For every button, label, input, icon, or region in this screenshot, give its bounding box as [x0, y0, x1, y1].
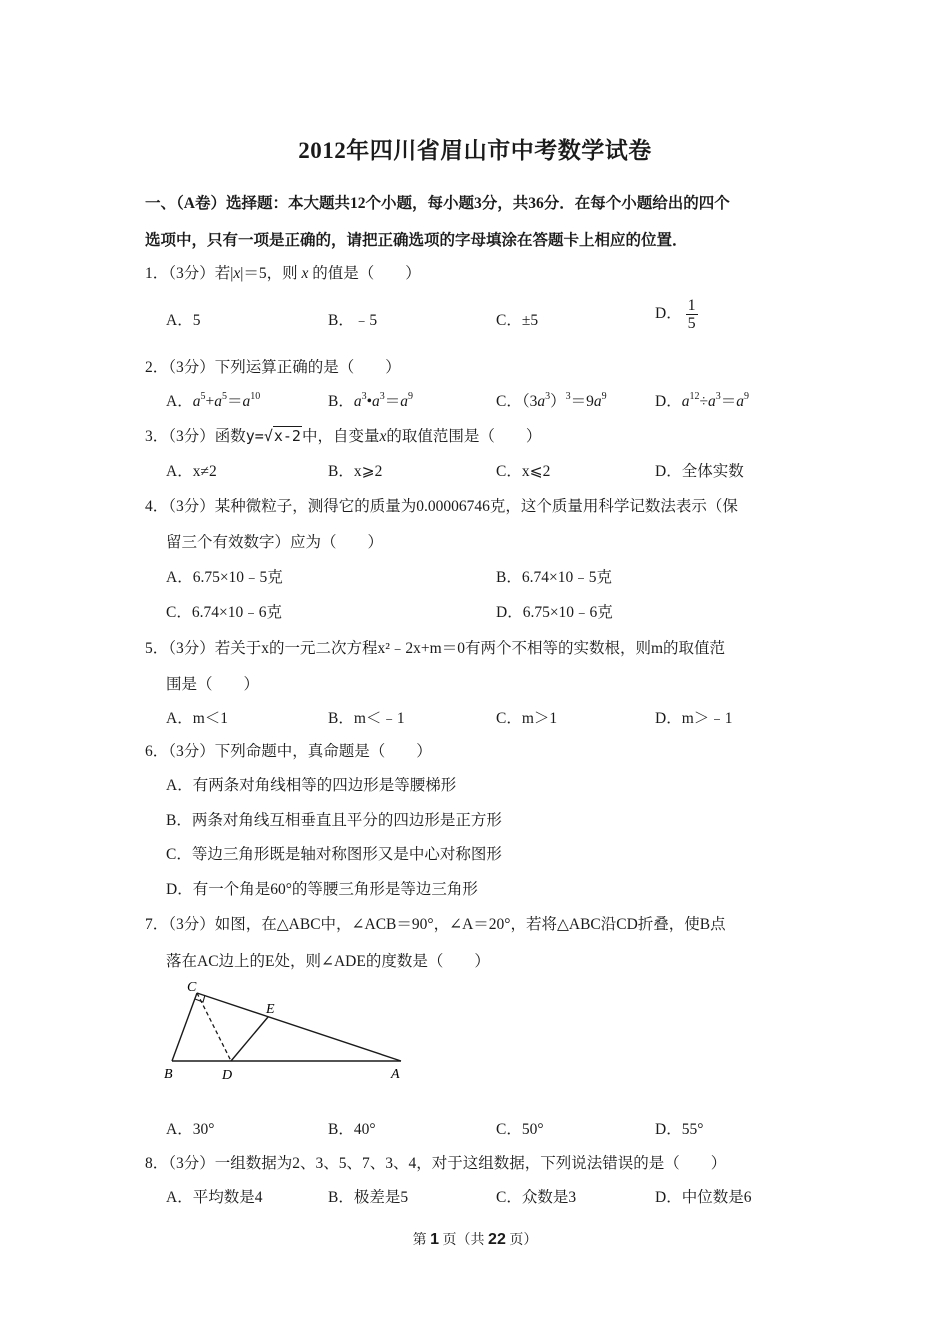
q8-option-d: D．中位数是6 — [655, 1189, 752, 1206]
q1-stem-part: |＝5，则 — [240, 265, 298, 282]
q2-option-a: A．$a^5+a^5=a^{10}$ — [166, 391, 261, 410]
footer-middle: 页（共 — [442, 1233, 485, 1248]
q2-option-d: D．$a^{12}\div a^3=a^9$ — [655, 391, 749, 410]
q3-option-b: B．x⩾2 — [328, 463, 383, 480]
q3-stem-part: 3．（3分）函数 — [145, 428, 246, 445]
footer-suffix: 页） — [509, 1233, 538, 1248]
q6-option-b: B．两条对角线互相垂直且平分的四边形是正方形 — [166, 812, 502, 829]
question-1-stem: 1．（3分）若|x|＝5，则 x 的值是（ ） — [145, 265, 421, 282]
q5-option-a: A．m＜1 — [166, 710, 229, 727]
question-2-stem: 2．（3分）下列运算正确的是（ ） — [145, 359, 401, 376]
label-a: A — [391, 1067, 400, 1082]
q2-option-b: B．$a^3•a^3=a^9$ — [328, 391, 414, 410]
q1-option-d-label: D． — [655, 305, 682, 323]
q1-stem-part: 的值是（ ） — [312, 265, 421, 282]
q4-option-b: B．6.74×10﹣5克 — [496, 569, 612, 586]
q4-option-c: C．6.74×10﹣6克 — [166, 604, 282, 621]
q5-option-b: B．m＜﹣1 — [328, 710, 405, 727]
q6-option-c: C．等边三角形既是轴对称图形又是中心对称图形 — [166, 846, 502, 863]
page-number: 1 — [430, 1231, 440, 1248]
question-5-line1: 5．（3分）若关于x的一元二次方程x²﹣2x+m＝0有两个不相等的实数根，则m的取值范 — [145, 640, 726, 657]
label-b: B — [164, 1067, 173, 1082]
question-8-stem: 8．（3分）一组数据为2、3、5、7、3、4，对于这组数据，下列说法错误的是（ ） — [145, 1155, 727, 1172]
function-expression: y=√x-2 — [245, 427, 301, 445]
q8-option-b: B．极差是5 — [328, 1189, 409, 1206]
q8-option-c: C．众数是3 — [496, 1189, 577, 1206]
q5-option-d: D．m＞﹣1 — [655, 710, 733, 727]
q3-option-c: C．x⩽2 — [496, 463, 551, 480]
question-6-stem: 6．（3分）下列命题中，真命题是（ ） — [145, 743, 432, 760]
fraction-denominator: 5 — [687, 315, 696, 332]
question-4-line1: 4．（3分）某种微粒子，测得它的质量为0.00006746克，这个质量用科学记数法表示（保 — [145, 498, 738, 515]
triangle-figure — [160, 975, 410, 1085]
q1-option-a: A．5 — [166, 312, 201, 329]
q1-option-c: C．±5 — [496, 312, 539, 329]
footer-prefix: 第 — [412, 1233, 427, 1248]
q3-option-d: D．全体实数 — [655, 463, 744, 480]
question-3-stem: 3．（3分）函数y=√x-2中，自变量x的取值范围是（ ） — [145, 427, 542, 445]
function-lhs: y= — [245, 427, 264, 445]
q7-option-b: B．40° — [328, 1121, 376, 1138]
fraction-numerator: 1 — [687, 297, 696, 314]
question-7-line2: 落在AC边上的E处，则∠ADE的度数是（ ） — [166, 953, 490, 970]
question-5-line2: 围是（ ） — [166, 676, 260, 693]
q7-option-c: C．50° — [496, 1121, 544, 1138]
section-heading-line1: 一、（A卷）选择题：本大题共12个小题，每小题3分，共36分．在每个小题给出的四个 — [145, 195, 730, 212]
q4-option-d: D．6.75×10﹣6克 — [496, 604, 613, 621]
q1-option-b: B．﹣5 — [328, 312, 378, 329]
q6-option-a: A．有两条对角线相等的四边形是等腰梯形 — [166, 777, 457, 794]
section-heading-line2: 选项中，只有一项是正确的，请把正确选项的字母填涂在答题卡上相应的位置． — [145, 232, 688, 249]
segment-de — [231, 1017, 268, 1061]
label-c: C — [187, 980, 197, 995]
q1-option-d — [655, 297, 698, 332]
radicand: x-2 — [273, 427, 301, 445]
q8-option-a: A．平均数是4 — [166, 1189, 263, 1206]
q3-option-a: A．x≠2 — [166, 463, 217, 480]
q6-option-d: D．有一个角是60°的等腰三角形是等边三角形 — [166, 881, 478, 898]
page-total: 22 — [488, 1231, 506, 1248]
fraction-one-fifth — [686, 297, 698, 332]
label-e: E — [266, 1002, 275, 1017]
q5-option-c: C．m＞1 — [496, 710, 558, 727]
q1-stem-part: 1．（3分）若| — [145, 265, 234, 282]
question-7-line1: 7．（3分）如图，在△ABC中，∠ACB＝90°，∠A＝20°，若将△ABC沿CD折叠，使B点 — [145, 916, 726, 933]
q2-option-c: C．$(3a^3)^3=9a^9$ — [496, 391, 607, 410]
q7-option-a: A．30° — [166, 1121, 215, 1138]
segment-ca — [197, 993, 401, 1061]
q3-stem-part: 的取值范围是（ ） — [386, 428, 542, 445]
label-d: D — [222, 1068, 233, 1083]
page-title: 2012年四川省眉山市中考数学试卷 — [298, 138, 652, 163]
q3-stem-part: 中，自变量 — [301, 428, 380, 445]
q7-option-d: D．55° — [655, 1121, 704, 1138]
question-4-line2: 留三个有效数字）应为（ ） — [166, 534, 384, 551]
q4-option-a: A．6.75×10﹣5克 — [166, 569, 283, 586]
page-footer — [0, 1229, 950, 1249]
segment-bc — [172, 993, 197, 1061]
